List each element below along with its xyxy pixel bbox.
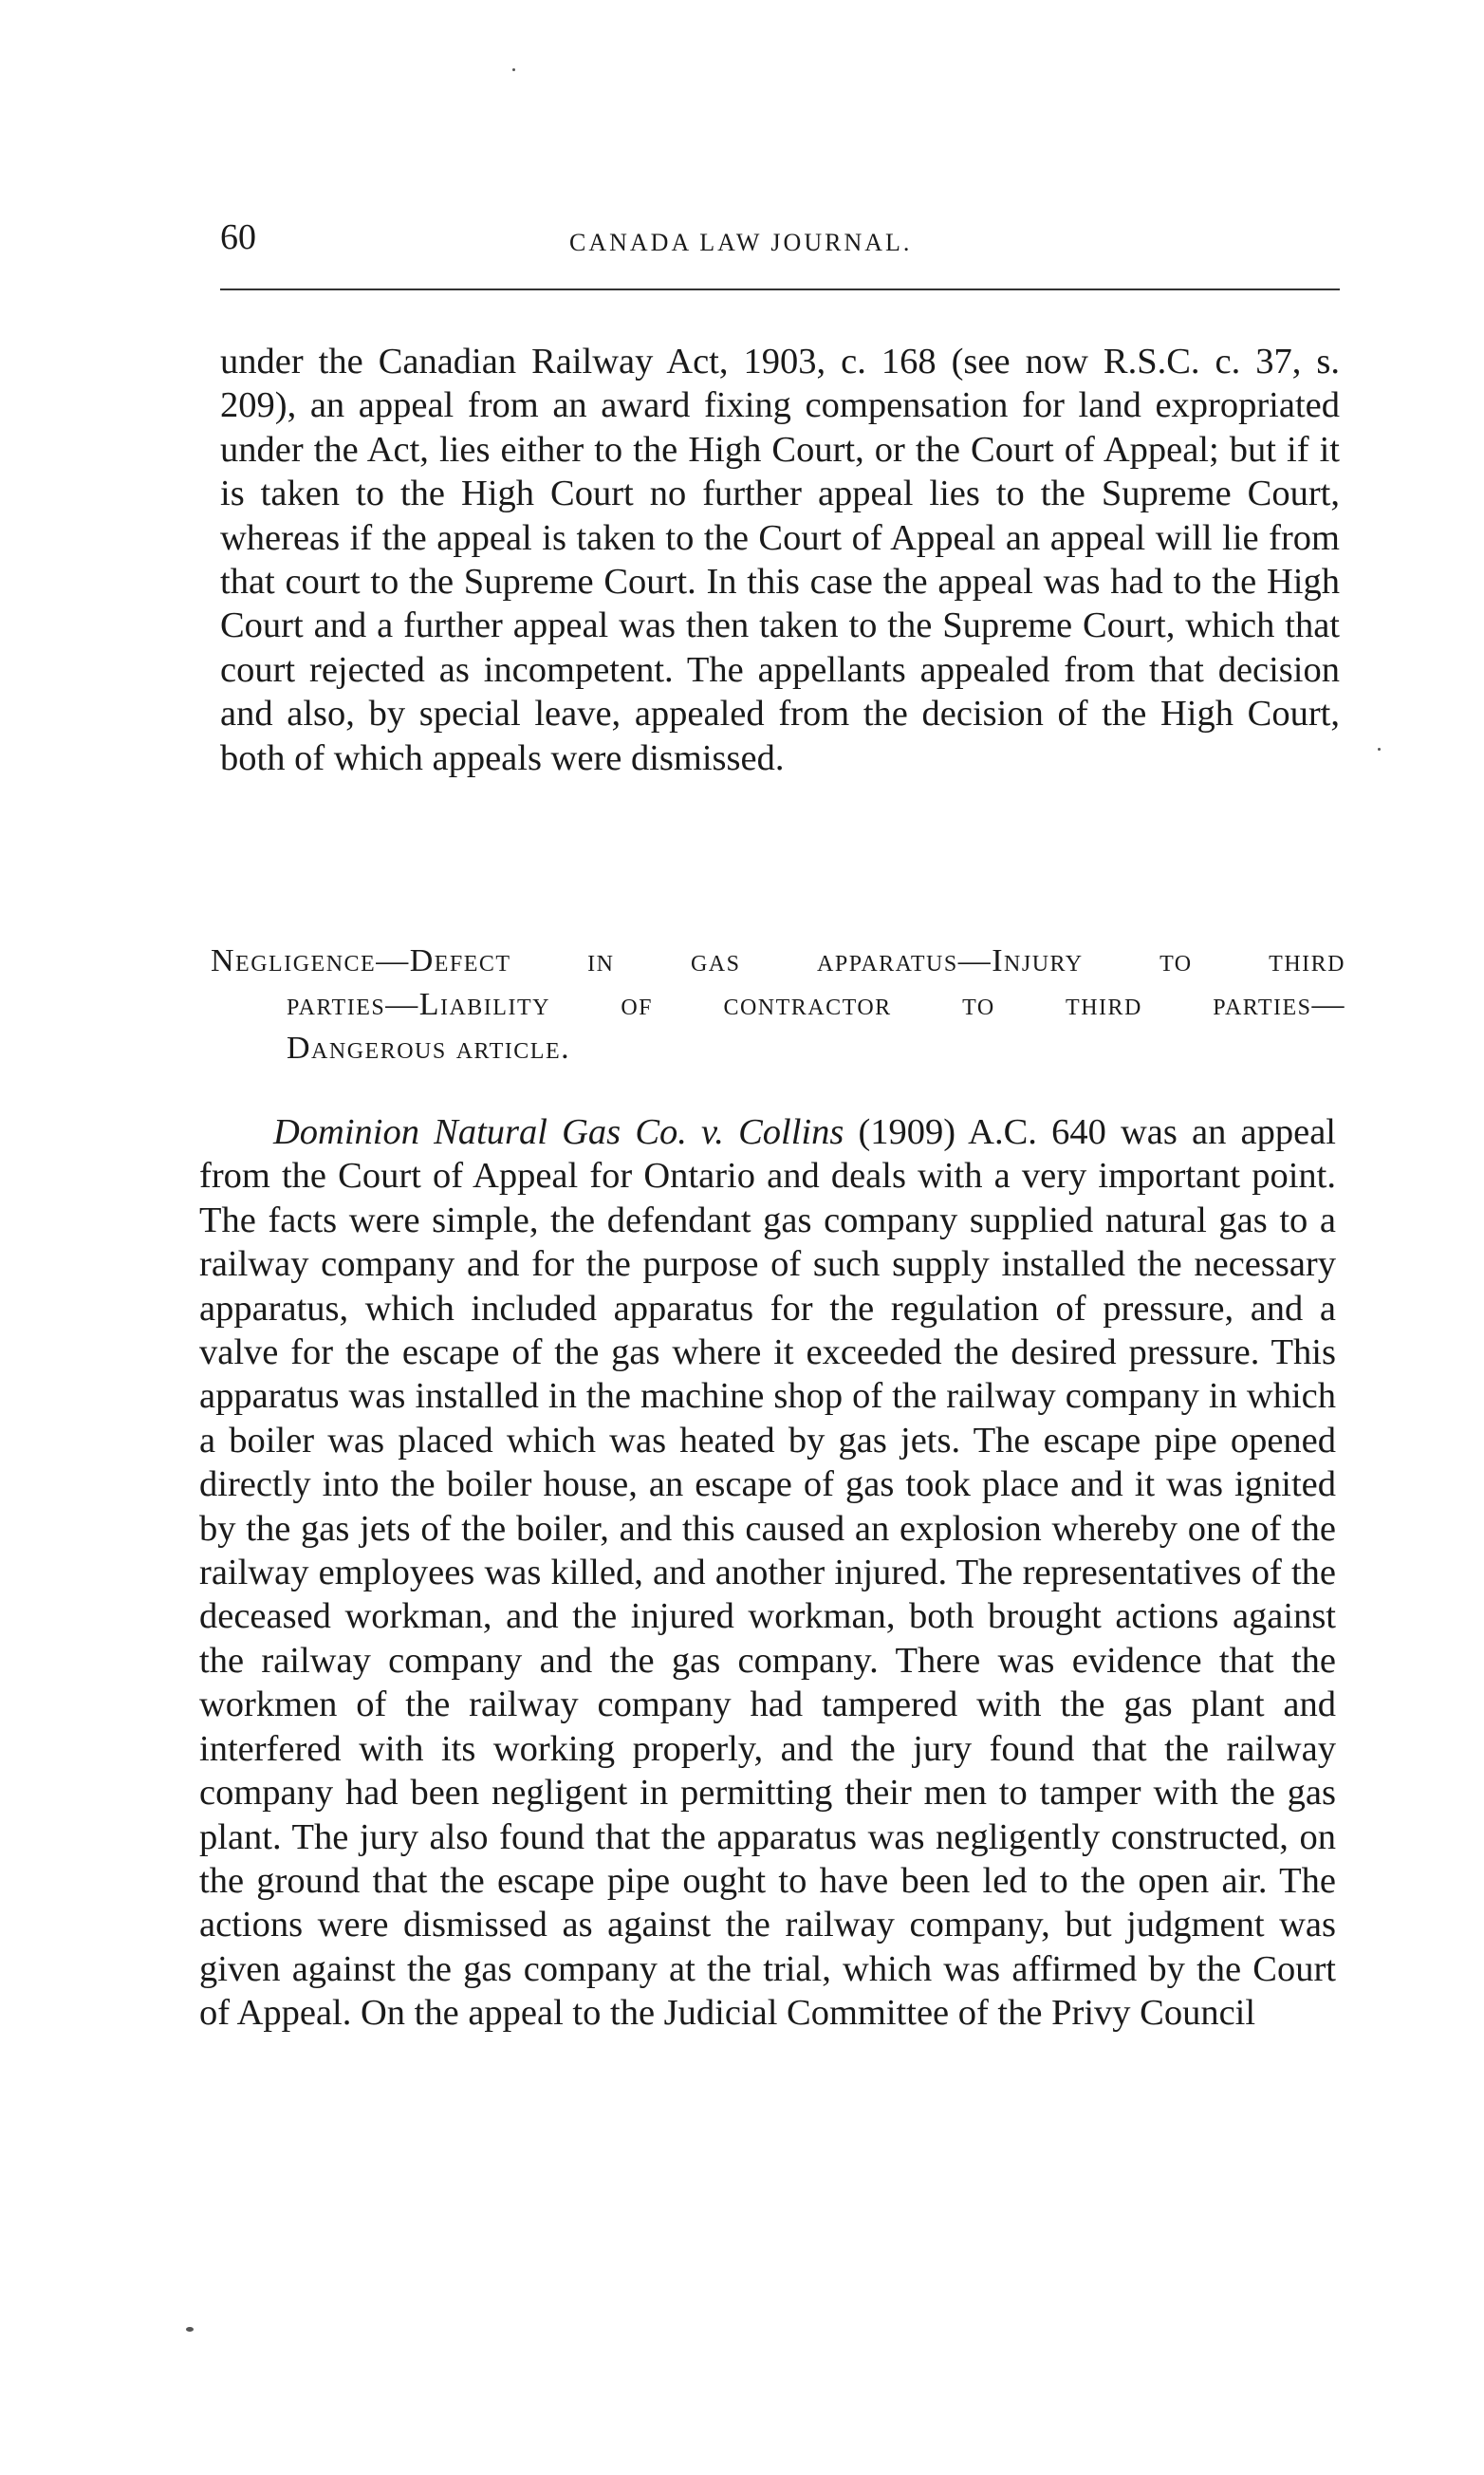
- paragraph-continued: [220, 340, 1340, 780]
- section-heading-line-3: Dangerous article.: [287, 1031, 571, 1066]
- case-summary-text: (1909) A.C. 640 was an appeal from the Court of Appeal for Ontario and deals with a very important point. The facts were simple, the defendant gas company supplied natural gas to a railway company and for the purpose of such supply installed the necessary apparatus, which included apparatus for the regulation of pressure, and a valve for the escape of the gas where it exceeded the desired pressure. This apparatus was installed in the machine shop of the railway company in which a boiler was placed which was heated by gas jets. The escape pipe opened directly into the boiler house, an escape of gas took place and it was ignited by the gas jets of the boiler, and this caused an explosion whereby one of the railway employees was killed, and another injured. The representatives of the deceased workman, and the injured workman, both brought actions against the railway company and the gas company. There was evidence that the workmen of the railway company had tampered with the gas plant and interfered with its working properly, and the jury found that the railway company had been negligent in permitting their men to tamper with the gas plant. The jury also found that the apparatus was negligently constructed, on the ground that the escape pipe ought to have been led to the open air. The actions were dismissed as against the railway company, but judgment was given against the gas company at the trial, which was affirmed by the Court of Appeal. On the appeal to the Judicial Committee of the Privy Council: [199, 1112, 1336, 2034]
- header-rule: [220, 288, 1340, 290]
- case-name: Dominion Natural Gas Co. v. Collins: [273, 1112, 844, 1152]
- paragraph-case-summary: [199, 1110, 1336, 2036]
- running-head: CANADA LAW JOURNAL.: [569, 229, 913, 256]
- section-heading-line-1: Negligence—Defect in gas apparatus—Injury to third: [211, 943, 1345, 978]
- scan-speck: [186, 2327, 194, 2332]
- page-number: 60: [220, 217, 256, 257]
- paragraph-text: under the Canadian Railway Act, 1903, c. 168 (see now R.S.C. c. 37, s. 209), an appeal from an award fixing compensation for land expropriated under the Act, lies either to the High Court, or the Court of Appeal; but if it is taken to the High Court no further appeal lies to the Supreme Court, whereas if the appeal is taken to the Court of Appeal an appeal will lie from that court to the Supreme Court. In this case the appeal was had to the High Court and a further appeal was then taken to the Supreme Court, which that court rejected as incompetent. The appellants appealed from that decision and also, by special leave, appealed from the decision of the High Court, both of which appeals were dismissed.: [220, 342, 1340, 778]
- paragraph-text: [199, 1110, 1336, 2036]
- scan-speck: [1378, 748, 1381, 751]
- section-heading: [211, 940, 1345, 1070]
- scan-speck: [512, 68, 515, 71]
- section-heading-line-2: parties—Liability of contractor to third parties—: [287, 987, 1345, 1022]
